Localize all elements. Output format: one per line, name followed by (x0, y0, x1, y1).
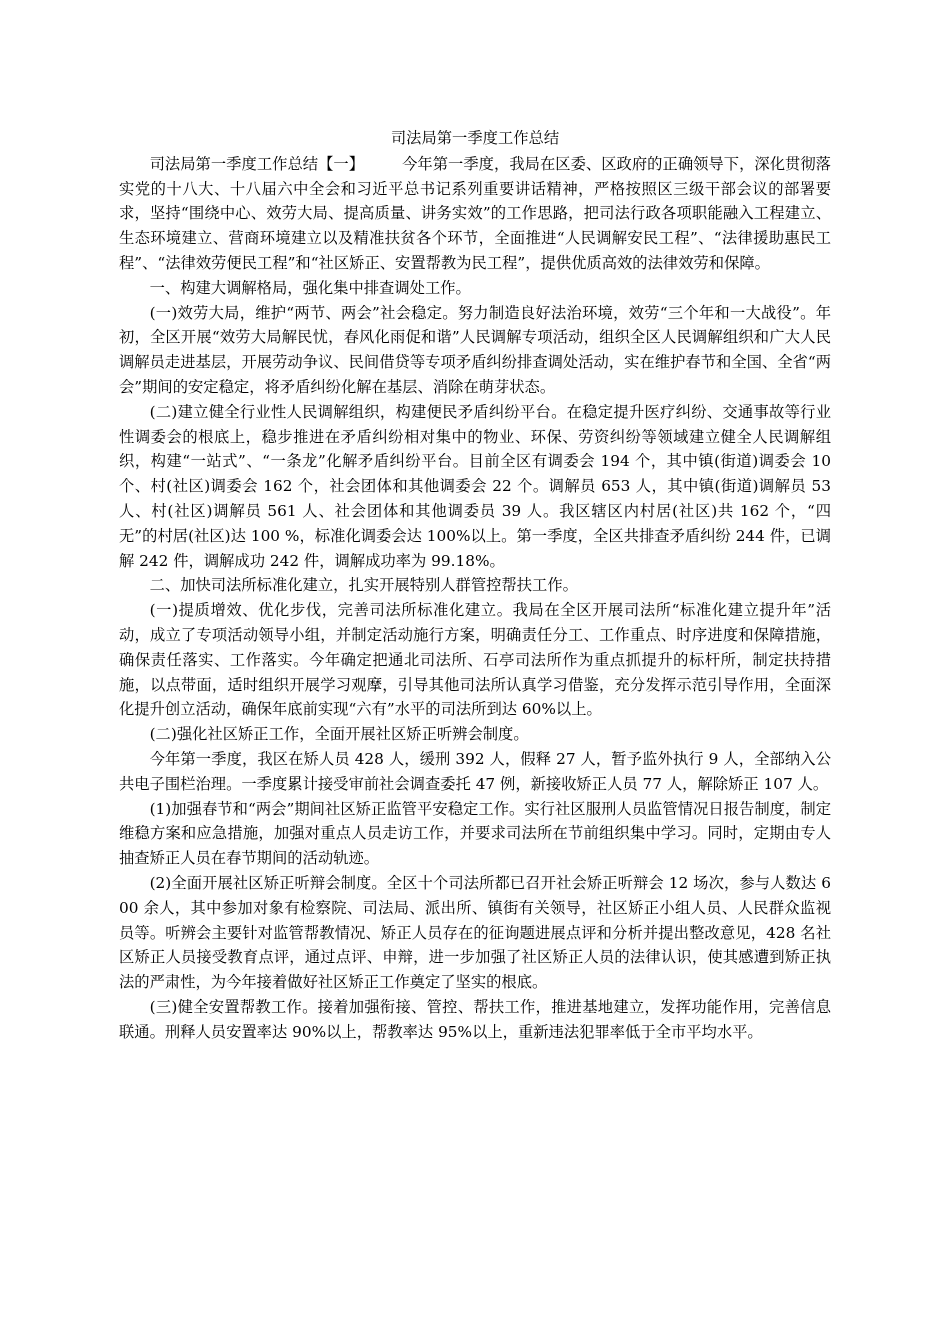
lead-paragraph (119, 152, 831, 276)
paragraph: (一)效劳大局，维护“两节、两会”社会稳定。努力制造良好法治环境，效劳“三个年和一大战役”。年初，全区开展“效劳大局解民忧，春风化雨促和谐”人民调解专项活动，组织全区人民调解组织和广大人民调解员走进基层，开展劳动争议、民间借贷等专项矛盾纠纷排查调处活动，实在维护春节和全国、全省“两会”期间的安定稳定，将矛盾纠纷化解在基层、消除在萌芽状态。 (119, 303, 831, 396)
lead-body: 今年第一季度，我局在区委、区政府的正确领导下，深化贯彻落实党的十八大、十八届六中全会和习近平总书记系列重要讲话精神，严格按照区三级干部会议的部署要求，坚持“围绕中心、效劳大局、提高质量、讲务实效”的工作思路，把司法行政各项职能融入工程建立、生态环境建立、营商环境建立以及精准扶贫各个环节，全面推进“人民调解安民工程”、“法律援助惠民工程”、“法律效劳便民工程”和“社区矫正、安置帮教为民工程”，提供优质高效的法律效劳和保障。 (119, 154, 831, 272)
sub-heading: (二)强化社区矫正工作，全面开展社区矫正听辨会制度。 (149, 725, 529, 744)
paragraph: (2)全面开展社区矫正听辩会制度。全区十个司法所都已召开社会矫正听辩会 12 场次，参与人数达 600 余人，其中参加对象有检察院、司法局、派出所、镇街有关领导，社区矫正小组人员、人民群众监视员等。听辨会主要针对监管帮教情况、矫正人员存在的征询题进展点评和分析并提出整改意见，428 名社区矫正人员接受教育点评，通过点评、申辩，进一步加强了社区矫正人员的法律认识，使其感遭到矫正执法的严肃性，为今年接着做好社区矫正工作奠定了坚实的根底。 (119, 873, 831, 992)
paragraph: (二)建立健全行业性人民调解组织，构建便民矛盾纠纷平台。在稳定提升医疗纠纷、交通事故等行业性调委会的根底上，稳步推进在矛盾纠纷相对集中的物业、环保、劳资纠纷等领域建立健全人民调解组织，构建“一站式”、“一条龙”化解矛盾纠纷平台。目前全区有调委会 194 个，其中镇(街道)调委会 10 个、村(社区)调委会 162 个，社会团体和其他调委会 22 个。调解员 653 人，其中镇(街道)调解员 53 人、村(社区)调解员 561 人、社会团体和其他调委员 39 人。我区辖区内村居(社区)共 162 个，“四无”的村居(社区)达 100 %，标准化调委会达 100%以上。第一季度，全区共排查矛盾纠纷 244 件，已调解 242 件，调解成功 242 件，调解成功率为 99.18%。 (119, 402, 831, 570)
paragraph: 今年第一季度，我区在矫人员 428 人，缓刑 392 人，假释 27 人，暂予监外执行 9 人，全部纳入公共电子围栏治理。一季度累计接受审前社会调查委托 47 例，新接收矫正人员 77 人，解除矫正 107 人。 (119, 749, 831, 793)
paragraph: (三)健全安置帮教工作。接着加强衔接、管控、帮扶工作，推进基地建立，发挥功能作用，完善信息联通。刑释人员安置率达 90%以上，帮教率达 95%以上，重新违法犯罪率低于全市平均水平。 (119, 997, 831, 1041)
section-heading-1: 一、构建大调解格局，强化集中排查调处工作。 (149, 278, 471, 297)
document-title: 司法局第一季度工作总结 (390, 129, 560, 147)
section-heading-2: 二、加快司法所标准化建立，扎实开展特别人群管控帮扶工作。 (149, 576, 578, 595)
paragraph: (一)提质增效、优化步伐，完善司法所标准化建立。我局在全区开展司法所“标准化建立提升年”活动，成立了专项活动领导小组，并制定活动施行方案，明确责任分工、工作重点、时序进度和保障措施，确保责任落实、工作落实。今年确定把通北司法所、石亭司法所作为重点抓提升的标杆所，制定扶持措施，以点带面，适时组织开展学习观摩，引导其他司法所认真学习借鉴，充分发挥示范引导作用，全面深化提升创立活动，确保年底前实现“六有”水平的司法所到达 60%以上。 (119, 601, 831, 719)
lead-heading: 司法局第一季度工作总结【一】 (149, 154, 365, 173)
document-body (119, 126, 831, 1044)
paragraph: (1)加强春节和“两会”期间社区矫正监管平安稳定工作。实行社区服刑人员监管情况日报告制度，制定维稳方案和应急措施，加强对重点人员走访工作，并要求司法所在节前组织集中学习。同时，定期由专人抽查矫正人员在春节期间的活动轨迹。 (119, 799, 831, 868)
